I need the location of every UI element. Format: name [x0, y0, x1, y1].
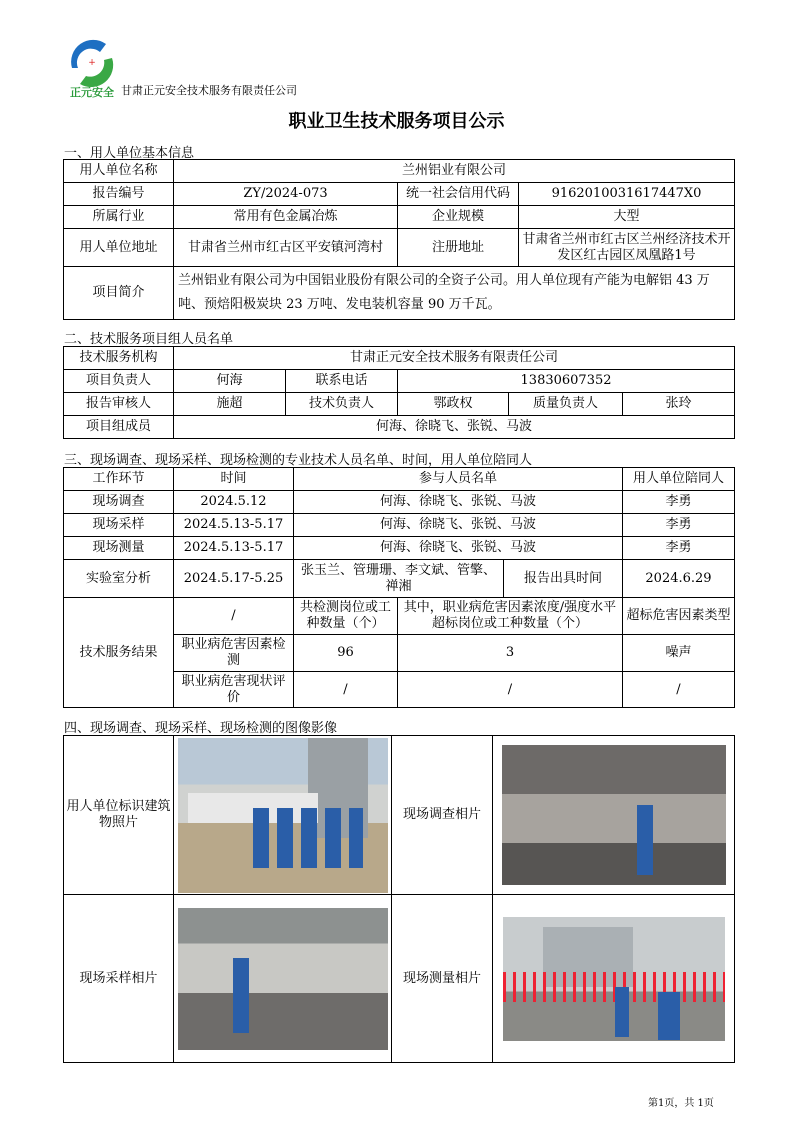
company-logo [66, 38, 118, 102]
people: 张玉兰、管珊珊、李文斌、管擎、禅湘 [294, 560, 504, 598]
time: 2024.5.13-5.17 [174, 514, 294, 537]
column-header: 工作环节 [64, 468, 174, 491]
people: 何海、徐晓飞、张锐、马波 [294, 514, 623, 537]
column-header: 用人单位陪同人 [623, 468, 735, 491]
address: 甘肃省兰州市红古区平安镇河湾村 [174, 229, 398, 267]
report-no: ZY/2024-073 [174, 183, 398, 206]
count: 96 [294, 635, 398, 672]
item: 职业病危害因素检测 [174, 635, 294, 672]
label: 报告出具时间 [504, 560, 623, 598]
section4-heading: 四、现场调查、现场采样、现场检测的图像影像 [64, 721, 338, 736]
label: 项目简介 [64, 267, 174, 320]
stage: 现场调查 [64, 491, 174, 514]
label: 技术服务机构 [64, 347, 174, 370]
table-row [64, 514, 735, 537]
label: 企业规模 [398, 206, 519, 229]
label: 报告编号 [64, 183, 174, 206]
label: 统一社会信用代码 [398, 183, 519, 206]
item: 职业病危害现状评价 [174, 672, 294, 708]
people: 何海、徐晓飞、张锐、马波 [294, 537, 623, 560]
page-title: 职业卫生技术服务项目公示 [288, 111, 505, 132]
label: 所属行业 [64, 206, 174, 229]
section3-heading: 三、现场调查、现场采样、现场检测的专业技术人员名单、时间，用人单位陪同人 [64, 453, 533, 468]
time: 2024.5.12 [174, 491, 294, 514]
column-header: 参与人员名单 [294, 468, 623, 491]
svg-text:+: + [88, 58, 96, 68]
page-number: 第1页，共 1页 [648, 1098, 714, 1109]
quality-lead: 张玲 [623, 393, 735, 416]
leader: 何海 [174, 370, 286, 393]
photo-table [63, 735, 735, 1063]
table-row [64, 537, 735, 560]
project-intro: 兰州铝业有限公司为中国铝业股份有限公司的全资子公司。用人单位现有产能为电解铝 43 万吨、预焙阳极炭块 23 万吨、发电装机容量 90 万千瓦。 [174, 267, 735, 320]
credit-code: 916201003161744​7X0 [519, 183, 735, 206]
label: 技术服务结果 [64, 598, 174, 708]
stage: 现场测量 [64, 537, 174, 560]
label: 现场采样相片 [64, 895, 174, 1063]
table-row [64, 560, 735, 598]
companion: 李勇 [623, 491, 735, 514]
hazard-type: 噪声 [623, 635, 735, 672]
label: 联系电话 [286, 370, 398, 393]
label: 报告审核人 [64, 393, 174, 416]
companion: 李勇 [623, 514, 735, 537]
survey-photo [502, 745, 726, 885]
label: 注册地址 [398, 229, 519, 267]
report-time: 2024.6.29 [623, 560, 735, 598]
company-name: 甘肃正元安全技术服务有限责任公司 [121, 84, 297, 97]
members: 何海、徐晓飞、张锐、马波 [174, 416, 735, 439]
org: 甘肃正元安全技术服务有限责任公司 [174, 347, 735, 370]
employer-info-table [63, 159, 735, 320]
tech-lead: 鄂政权 [398, 393, 509, 416]
time: 2024.5.13-5.17 [174, 537, 294, 560]
label: 用人单位名称 [64, 160, 174, 183]
scale: 大型 [519, 206, 735, 229]
building-photo [178, 738, 388, 893]
measurement-photo [503, 917, 725, 1041]
exceed-count: 3 [398, 635, 623, 672]
sampling-photo [178, 908, 388, 1050]
section2-heading: 二、技术服务项目组人员名单 [64, 332, 234, 347]
time: 2024.5.17-5.25 [174, 560, 294, 598]
svg-text:正元安全: 正元安全 [70, 86, 114, 99]
industry: 常用有色金属冶炼 [174, 206, 398, 229]
label: 现场调查相片 [392, 736, 493, 895]
people: 何海、徐晓飞、张锐、马波 [294, 491, 623, 514]
exceed-count: / [398, 672, 623, 708]
label: 项目组成员 [64, 416, 174, 439]
label: 用人单位地址 [64, 229, 174, 267]
section1-heading: 一、用人单位基本信息 [64, 146, 195, 161]
label: 用人单位标识建筑物照片 [64, 736, 174, 895]
stage: 现场采样 [64, 514, 174, 537]
table-row [64, 491, 735, 514]
fieldwork-table [63, 467, 735, 708]
reviewer: 施超 [174, 393, 286, 416]
team-table [63, 346, 735, 439]
hazard-type: / [623, 672, 735, 708]
companion: 李勇 [623, 537, 735, 560]
employer-name: 兰州铝业有限公司 [174, 160, 735, 183]
column-header: 超标危害因素类型 [623, 598, 735, 635]
phone: 13830607352 [398, 370, 735, 393]
column-header: / [174, 598, 294, 635]
label: 质量负责人 [509, 393, 623, 416]
label: 项目负责人 [64, 370, 174, 393]
column-header: 共检测岗位或工种数量（个） [294, 598, 398, 635]
column-header: 其中，职业病危害因素浓度/强度水平超标岗位或工种数量（个） [398, 598, 623, 635]
reg-address: 甘肃省兰州市红古区兰州经济技术开发区红古园区凤凰路1号 [519, 229, 735, 267]
column-header: 时间 [174, 468, 294, 491]
stage: 实验室分析 [64, 560, 174, 598]
count: / [294, 672, 398, 708]
label: 现场测量相片 [392, 895, 493, 1063]
label: 技术负责人 [286, 393, 398, 416]
